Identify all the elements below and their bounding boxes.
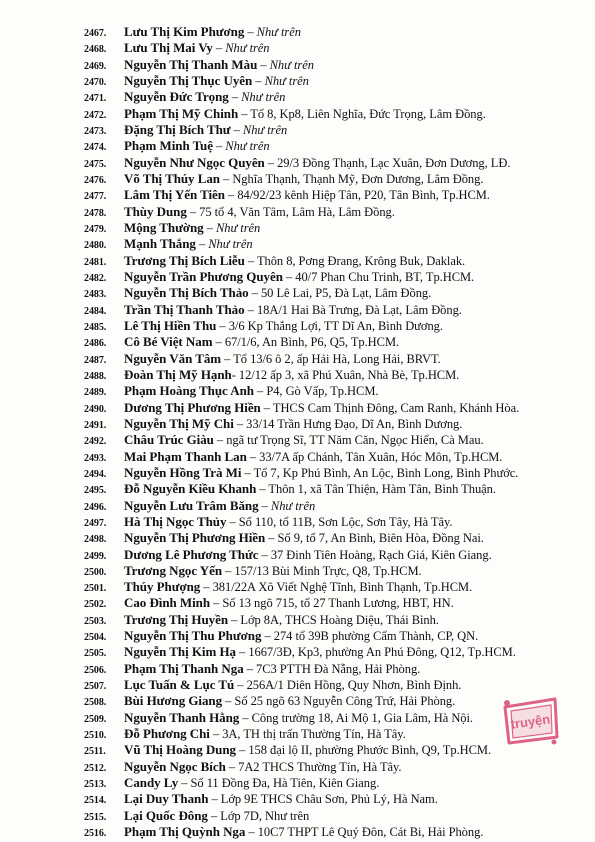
list-item	[84, 416, 589, 432]
entry-separator: –	[178, 776, 191, 791]
entry-address: 18A/1 Hai Bà Trưng, Đà Lạt, Lâm Đồng.	[256, 302, 462, 317]
entry-separator: –	[264, 155, 278, 170]
entry-address: Số 9, tổ 7, An Bình, Biên Hòa, Đồng Nai.	[277, 531, 484, 546]
entry-number: 2482.	[84, 272, 107, 284]
entry-number: 2468.	[84, 44, 107, 56]
entry-separator: –	[244, 25, 257, 39]
list-item	[84, 595, 589, 611]
entry-separator: –	[238, 106, 251, 121]
list-item	[84, 808, 589, 824]
entry-separator: –	[230, 122, 243, 137]
entry-address: Số 110, tổ 11B, Sơn Lộc, Sơn Tây, Hà Tây.	[238, 514, 453, 529]
entry-address: 381/22A Xô Viết Nghệ Tĩnh, Bình Thạnh, Tp.HCM.	[212, 580, 473, 595]
watermark-logo-icon	[497, 693, 563, 749]
entry-number: 2477.	[84, 191, 107, 203]
entry-number: 2498.	[84, 534, 107, 546]
list-item	[84, 73, 589, 89]
entry-number: 2509.	[84, 713, 107, 725]
entry-number: 2508.	[84, 697, 107, 709]
list-item	[84, 334, 589, 350]
entry-separator: –	[236, 743, 249, 758]
list-item	[84, 791, 589, 807]
entry-separator: –	[282, 269, 296, 284]
entry-address: Tổ 13/6 ô 2, ấp Hải Hà, Long Hải, BRVT.	[233, 351, 441, 366]
entry-name: Cô Bé Việt Nam	[124, 334, 213, 350]
entry-separator: –	[261, 629, 274, 644]
list-item	[84, 57, 589, 73]
entry-address: 29/3 Đồng Thạnh, Lạc Xuân, Đơn Dương, LĐ.	[277, 155, 511, 170]
entry-name: Phạm Thị Quỳnh Nga	[124, 824, 246, 840]
list-item	[84, 579, 589, 595]
entry-separator: –	[258, 498, 271, 513]
entry-number: 2478.	[84, 207, 107, 219]
list-item	[84, 171, 589, 187]
entry-number: 2515.	[84, 811, 107, 823]
entry-number: 2493.	[84, 452, 107, 464]
entry-address: 40/7 Phan Chu Trinh, BT, Tp.HCM.	[295, 269, 475, 284]
entry-number: 2494.	[84, 468, 107, 480]
list-item	[84, 24, 589, 40]
list-item	[84, 367, 589, 383]
entry-separator: –	[244, 253, 257, 268]
entry-separator: –	[239, 710, 252, 725]
list-item	[84, 236, 589, 252]
list-item	[84, 138, 589, 154]
list-item	[84, 302, 589, 318]
entry-address: 33/14 Trần Hưng Đạo, Dĩ An, Bình Dương.	[246, 416, 463, 431]
entry-separator: –	[228, 612, 241, 627]
list-item	[84, 155, 589, 171]
entry-separator: –	[222, 694, 235, 709]
entry-address: ngã tư Trọng Sĩ, TT Năm Căn, Ngọc Hiển, Cà Mau.	[226, 433, 484, 448]
entry-separator: –	[221, 351, 234, 366]
entry-name: Trương Thị Huyền	[124, 611, 229, 627]
list-item	[84, 481, 589, 497]
entry-address: Như trên	[225, 139, 270, 154]
entry-separator: –	[219, 171, 233, 186]
entry-name: Dương Thị Phương Hiền	[124, 399, 261, 415]
entry-number: 2484.	[84, 305, 107, 317]
entry-name: Nguyễn Như Ngọc Quyên	[124, 154, 265, 170]
entry-number: 2472.	[84, 109, 107, 121]
entry-number: 2485.	[84, 321, 107, 333]
entry-address: Số 25 ngõ 63 Nguyễn Công Trứ, Hải Phòng.	[234, 694, 456, 709]
entry-number: 2506.	[84, 664, 107, 676]
entry-number: 2479.	[84, 223, 107, 235]
entry-name: Hà Thị Ngọc Thủy	[124, 513, 227, 529]
list-item	[84, 253, 589, 269]
entry-name: Bùi Hương Giang	[124, 693, 223, 709]
entry-name: Trương Thị Bích Liễu	[124, 252, 245, 268]
list-item	[84, 661, 589, 677]
entry-name: Phạm Hoàng Thục Anh	[124, 383, 254, 399]
list-item	[84, 220, 589, 236]
list-item	[84, 187, 589, 203]
entry-separator: –	[258, 547, 271, 562]
entry-separator: -	[231, 367, 239, 382]
entry-number: 2497.	[84, 517, 107, 529]
entry-address: 3A, TH thị trấn Thường Tín, Hà Tây.	[222, 727, 406, 742]
entry-number: 2487.	[84, 354, 107, 366]
entry-number: 2491.	[84, 419, 107, 431]
entry-separator: –	[212, 41, 226, 56]
list-item	[84, 824, 589, 840]
entry-name: Nguyễn Thị Thục Uyên	[124, 72, 253, 88]
entry-number: 2470.	[84, 76, 107, 88]
entry-number: 2505.	[84, 648, 107, 660]
entry-address: Như trên	[241, 90, 286, 105]
entry-number: 2492.	[84, 436, 107, 448]
entry-address: Như trên	[256, 25, 301, 39]
entry-number: 2507.	[84, 681, 107, 693]
list-item	[84, 400, 589, 416]
list-item	[84, 498, 589, 514]
entry-address: Số 13 ngõ 715, tổ 27 Thanh Lương, HBT, HN.	[222, 596, 454, 611]
list-item	[84, 449, 589, 465]
entry-name: Đoàn Thị Mỹ Hạnh	[124, 366, 232, 382]
list-item	[84, 759, 589, 775]
entry-name: Thúy Phượng	[124, 579, 201, 595]
entry-name: Nguyễn Thị Kim Hạ	[124, 644, 236, 660]
list-item	[84, 644, 589, 660]
entry-name: Nguyễn Thanh Hằng	[124, 709, 240, 725]
entry-address: 1667/3Đ, Kp3, phường An Phú Đông, Q12, Tp.HCM.	[248, 645, 516, 660]
entry-separator: –	[256, 482, 269, 497]
entry-address: 256A/1 Diên Hồng, Quy Nhơn, Bình Định.	[246, 678, 462, 693]
entry-address: Như trên	[242, 122, 288, 137]
entry-number: 2488.	[84, 370, 107, 382]
entry-address: 37 Đinh Tiên Hoàng, Rạch Giá, Kiên Giang.	[270, 547, 492, 562]
entry-name: Nguyễn Ngọc Bích	[124, 758, 226, 774]
entry-number: 2496.	[84, 501, 107, 513]
entry-separator: –	[260, 400, 273, 415]
entry-number: 2501.	[84, 583, 107, 595]
entry-number: 2512.	[84, 762, 107, 774]
entry-number: 2483.	[84, 289, 107, 301]
entry-number: 2503.	[84, 615, 107, 627]
list-item	[84, 775, 589, 791]
entry-number: 2516.	[84, 828, 107, 840]
entry-name: Nguyễn Thị Phương Hiền	[124, 530, 266, 546]
entry-separator: –	[235, 645, 249, 660]
list-item	[84, 530, 589, 546]
entry-number: 2511.	[84, 746, 106, 758]
entry-address: Thôn 8, Pơng Đrang, Krông Buk, Daklak.	[256, 253, 466, 268]
entry-address: 157/13 Bùi Minh Trực, Q8, Tp.HCM.	[234, 563, 422, 578]
entry-name: Nguyễn Trần Phương Quyên	[124, 268, 283, 284]
entry-number: 2495.	[84, 485, 107, 497]
entry-number: 2489.	[84, 387, 107, 399]
entry-separator: –	[253, 384, 267, 399]
entry-number: 2471.	[84, 93, 107, 105]
entry-name: Cao Đình Minh	[124, 595, 211, 611]
entry-name: Nguyễn Thị Bích Thảo	[124, 285, 249, 301]
entry-address: 84/92/23 kênh Hiệp Tân, P20, Tân Bình, Tp.HCM.	[237, 188, 490, 203]
entry-name: Châu Trúc Giàu	[124, 432, 214, 448]
entry-name: Dương Lê Phương Thức	[124, 546, 259, 562]
list-item	[84, 514, 589, 530]
entry-name: Trần Thị Thanh Thảo	[124, 301, 245, 317]
entry-name: Nguyễn Lưu Trâm Băng	[124, 497, 259, 513]
entry-number: 2514.	[84, 795, 107, 807]
entry-address: 33/7A ấp Chánh, Tân Xuân, Hóc Môn, Tp.HCM.	[259, 449, 503, 464]
entry-address: Như trên	[269, 57, 314, 72]
entry-name: Đặng Thị Bích Thư	[124, 121, 231, 137]
entry-address: P4, Gò Vấp, Tp.HCM.	[266, 384, 379, 399]
entry-name: Nguyễn Thị Thanh Màu	[124, 56, 258, 72]
entry-address: Như trên	[208, 237, 253, 252]
list-item	[84, 204, 589, 220]
entry-address: 12/12 ấp 3, xã Phú Xuân, Nhà Bè, Tp.HCM.	[238, 367, 460, 382]
entry-number: 2513.	[84, 779, 107, 791]
entry-number: 2490.	[84, 403, 107, 415]
entry-separator: –	[226, 514, 239, 529]
entry-address: 67/1/6, An Bình, P6, Q5, Tp.HCM.	[224, 335, 400, 350]
list-item	[84, 677, 589, 693]
entry-separator: –	[228, 90, 242, 105]
entry-number: 2486.	[84, 338, 107, 350]
entry-separator: –	[186, 204, 200, 219]
list-item	[84, 40, 589, 56]
entry-separator: –	[243, 661, 257, 676]
entry-name: Mai Phạm Thanh Lan	[124, 448, 247, 464]
entry-number: 2504.	[84, 632, 107, 644]
entry-name: Phạm Minh Tuệ	[124, 138, 213, 154]
entry-separator: –	[195, 237, 209, 252]
entry-separator: –	[265, 531, 278, 546]
entry-number: 2467.	[84, 28, 107, 39]
entry-address: 3/6 Kp Thắng Lợi, TT Dĩ An, Bình Dương.	[228, 318, 443, 333]
entry-address: Tổ 8, Kp8, Liên Nghĩa, Đức Trọng, Lâm Đồng.	[250, 106, 486, 121]
entry-name: Mộng Thường	[124, 219, 204, 235]
entry-name: Nguyễn Văn Tâm	[124, 350, 222, 366]
entry-address: 10C7 THPT Lê Quý Đôn, Cát Bi, Hải Phòng.	[257, 825, 484, 840]
list-item	[84, 318, 589, 334]
entry-name: Lục Tuấn & Lục Tú	[124, 677, 235, 693]
entry-separator: –	[207, 808, 221, 823]
entry-separator: –	[241, 465, 254, 480]
entry-address: Như trên	[225, 41, 270, 56]
entry-separator: –	[200, 580, 213, 595]
entry-address: Lớp 9E THCS Châu Sơn, Phủ Lý, Hà Nam.	[220, 792, 438, 807]
entry-number: 2476.	[84, 174, 107, 186]
entry-separator: –	[244, 302, 257, 317]
list-item	[84, 612, 589, 628]
entry-number: 2510.	[84, 730, 107, 742]
entry-name: Lại Duy Thanh	[124, 791, 209, 807]
entry-name: Vũ Thị Hoàng Dung	[124, 742, 236, 758]
entry-name: Nguyễn Đức Trọng	[124, 89, 229, 105]
entry-separator: –	[248, 286, 261, 301]
entry-number: 2475.	[84, 158, 107, 170]
entry-number: 2480.	[84, 240, 107, 252]
entry-separator: –	[252, 73, 265, 88]
entry-address: Tổ 7, Kp Phú Bình, An Lộc, Bình Long, Bình Phước.	[253, 465, 519, 480]
entry-separator: –	[209, 727, 223, 742]
entry-address: Số 11 Đồng Đa, Hà Tiên, Kiên Giang.	[190, 776, 380, 791]
entry-address: Như trên	[264, 73, 309, 88]
entry-name: Nguyễn Thị Mỹ Chi	[124, 415, 234, 431]
entry-number: 2500.	[84, 566, 107, 578]
entry-separator: –	[212, 139, 226, 154]
entry-separator: –	[203, 220, 216, 235]
entry-address: 50 Lê Lai, P5, Đà Lạt, Lâm Đồng.	[260, 286, 432, 301]
entry-number: 2473.	[84, 125, 107, 137]
list-item	[84, 547, 589, 563]
entry-name: Lê Thị Hiền Thu	[124, 317, 217, 333]
entry-address: Nghĩa Thạnh, Thạnh Mỹ, Đơn Dương, Lâm Đồng.	[232, 171, 484, 186]
list-item	[84, 383, 589, 399]
entry-address: Lớp 7D, Như trên	[220, 808, 310, 823]
list-item	[84, 432, 589, 448]
entry-name: Trương Ngọc Yến	[124, 562, 223, 578]
list-item	[84, 106, 589, 122]
entry-address: Như trên	[270, 498, 316, 513]
entry-name: Lưu Thị Mai Vy	[124, 40, 213, 56]
entry-name: Nguyễn Thị Thu Phương	[124, 628, 262, 644]
entry-separator: –	[213, 433, 227, 448]
entry-name: Võ Thị Thúy Lan	[124, 170, 220, 186]
entry-separator: –	[224, 188, 238, 203]
entry-separator: –	[222, 563, 235, 578]
list-item	[84, 89, 589, 105]
list-item	[84, 465, 589, 481]
entry-number: 2499.	[84, 550, 107, 562]
entry-address: 158 đại lộ II, phường Phước Bình, Q9, Tp.HCM.	[248, 743, 492, 758]
entry-name: Lưu Thị Kim Phương	[124, 24, 245, 39]
site-watermark-logo	[497, 693, 563, 749]
entry-separator: –	[208, 792, 221, 807]
entry-number: 2502.	[84, 599, 107, 611]
entry-address: Công trường 18, Ai Mộ 1, Gia Lâm, Hà Nội.	[251, 710, 473, 725]
entry-separator: –	[216, 318, 229, 333]
entry-name: Lại Quốc Đông	[124, 807, 208, 823]
entry-separator: –	[233, 416, 247, 431]
entry-name: Đỗ Phương Chi	[124, 726, 210, 742]
entry-separator: –	[246, 449, 260, 464]
list-item	[84, 269, 589, 285]
list-item	[84, 122, 589, 138]
entry-name: Đỗ Nguyễn Kiều Khanh	[124, 481, 257, 497]
entry-name: Nguyễn Hồng Trà Mi	[124, 464, 242, 480]
entry-name: Mạnh Thắng	[124, 236, 196, 252]
entry-number: 2469.	[84, 60, 107, 72]
list-item	[84, 351, 589, 367]
entry-separator: –	[210, 596, 223, 611]
entry-name: Candy Ly	[124, 775, 179, 791]
entry-separator: –	[212, 335, 225, 350]
entry-address: 7A2 THCS Thường Tín, Hà Tây.	[238, 759, 402, 774]
entry-name: Lâm Thị Yến Tiên	[124, 187, 225, 203]
entry-separator: –	[234, 678, 247, 693]
entry-separator: –	[225, 759, 239, 774]
entry-separator: –	[245, 825, 258, 840]
entry-address: 7C3 PTTH Đà Nẵng, Hải Phòng.	[256, 661, 421, 676]
list-item	[84, 285, 589, 301]
entry-address: Thôn 1, xã Tân Thiện, Hàm Tân, Bình Thuận.	[268, 482, 496, 497]
list-item	[84, 628, 589, 644]
svg-text:truyện: truyện	[509, 711, 552, 732]
entry-name: Thùy Dung	[124, 203, 187, 219]
entry-name: Phạm Thị Mỹ Chinh	[124, 105, 239, 121]
list-item	[84, 563, 589, 579]
entry-address: Như trên	[215, 220, 261, 235]
entry-number: 2481.	[84, 256, 107, 268]
entry-address: Lớp 8A, THCS Hoàng Diệu, Thái Bình.	[240, 612, 439, 627]
entry-address: 75 tổ 4, Văn Tâm, Lâm Hà, Lâm Đồng.	[199, 204, 395, 219]
entry-separator: –	[257, 57, 270, 72]
entry-name: Phạm Thị Thanh Nga	[124, 660, 244, 676]
entry-address: THCS Cam Thịnh Đông, Cam Ranh, Khánh Hòa.	[272, 400, 520, 415]
entry-number: 2474.	[84, 142, 107, 154]
entry-address: 274 tổ 39B phường Cẩm Thành, CP, QN.	[273, 629, 479, 644]
